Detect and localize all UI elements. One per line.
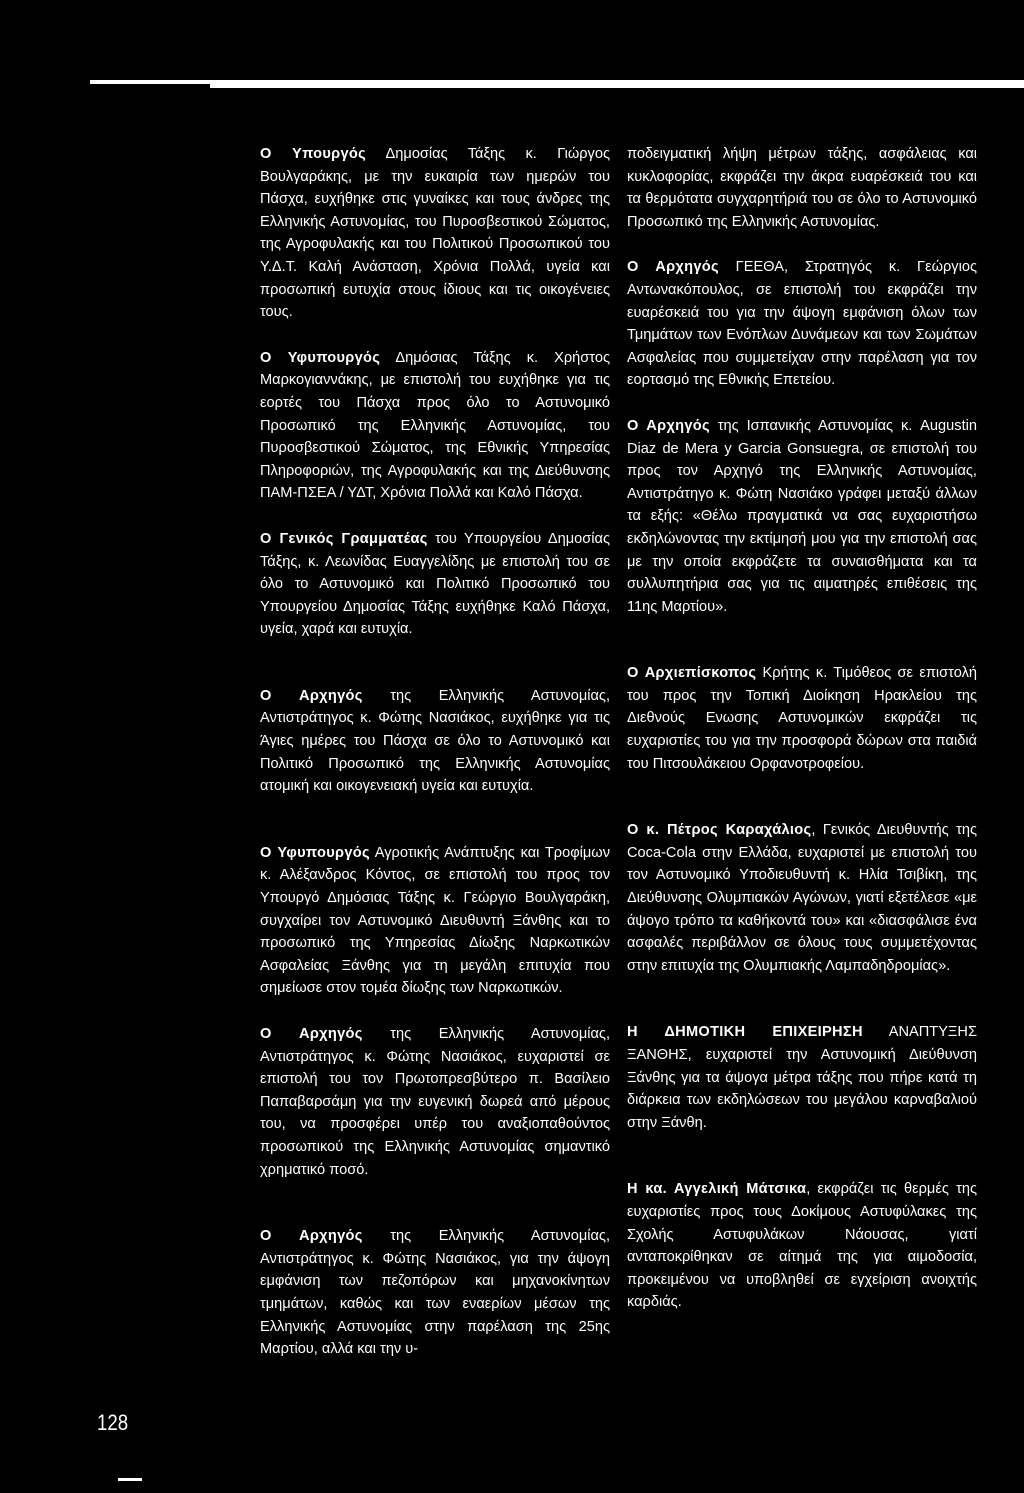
- left-paragraph-3: [260, 528, 610, 641]
- paragraph-text: Αγροτικής Ανάπτυξης και Τροφίμων κ. Αλέξανδρος Κόντος, σε επιστολή του προς τον Υπουργό Δημόσιας Τάξης κ. Γεώργιο Βουλγαράκη, συγχαίρει τον Αστυνομικό Διευθυντή Ξάνθης και το προσωπικό της Υπηρεσίας Δίωξης Ναρκωτικών Ασφαλείας Ξάνθης για τη μεγάλη επιτυχία που σημείωσε στον τομέα δίωξης των Ναρκωτικών.: [260, 844, 610, 997]
- right-paragraph-1: [627, 143, 977, 233]
- header-rule-notch: [90, 84, 210, 88]
- right-paragraph-6: [627, 1021, 977, 1134]
- right-paragraph-4: [627, 662, 977, 775]
- header-rule: [90, 80, 1024, 88]
- paragraph-lead: Ο Γενικός Γραμματέας: [260, 530, 428, 547]
- paragraph-text: του Υπουργείου Δημοσίας Τάξης, κ. Λεωνίδας Ευαγγελίδης με επιστολή του σε όλο το Αστυνομικό και Πολιτικό Προσωπικό του Υπουργείου Δημοσίας Τάξης ευχήθηκε Καλό Πάσχα, υγεία, χαρά και ευτυχία.: [260, 530, 611, 638]
- paragraph-lead: Ο Αρχηγός: [260, 1228, 363, 1245]
- paragraph-text: ΓΕΕΘΑ, Στρατηγός κ. Γεώργιος Αντωνακόπουλος, σε επιστολή του εκφράζει την ευαρέσκειά του για την άψογη εμφάνιση όλων των Τμημάτων των Ενόπλων Δυνάμεων και των Σωμάτων Ασφαλείας που συμμετείχαν στην παρέλαση για τον εορτασμό της Εθνικής Επετείου.: [627, 259, 977, 389]
- paragraph-text: της Ελληνικής Αστυνομίας, Αντιστράτηγος κ. Φώτης Νασιάκος, για την άψογη εμφάνιση των πεζοπόρων και μηχανοκίνητων τμημάτων, καθώς και των εναερίων μέσων της Ελληνικής Αστυνομίας στην παρέλαση της 25ης Μαρτίου, αλλά και την υ-: [260, 1228, 610, 1358]
- left-paragraph-5: [260, 842, 610, 1000]
- paragraph-text: ΑΝΑΠΤΥΞΗΣ ΞΑΝΘΗΣ, ευχαριστεί την Αστυνομική Διεύθυνση Ξάνθης για τα άψογα μέτρα τάξης που πήρε κατά τη διάρκεια των εκδηλώσεων του μεγάλου καρναβαλιού στην Ξάνθη.: [627, 1024, 977, 1131]
- paragraph-lead: Ο Υφυπουργός: [260, 349, 381, 366]
- paragraph-lead: Η κα. Αγγελική Μάτσικα: [627, 1181, 807, 1198]
- paragraph-lead: Η ΔΗΜΟΤΙΚΗ ΕΠΙΧΕΙΡΗΣΗ: [627, 1024, 863, 1041]
- left-paragraph-6: [260, 1023, 610, 1181]
- right-paragraph-5: [627, 819, 977, 977]
- left-paragraph-4: [260, 685, 610, 798]
- left-column: [260, 143, 610, 1384]
- paragraph-text: , Γενικός Διευθυντής της Coca-Cola στην Ελλάδα, ευχαριστεί με επιστολή του τον Αστυνομικό Υποδιευθυντή κ. Ηλία Τσιβίκη, της Διεύθυνσης Ολυμπιακών Αγώνων, γιατί εξετέλεσε «με άψογο τρόπο τα καθήκοντά του» και «διασφάλισε ένα ασφαλές περιβάλλον σε όλους τους συμμετέχοντας στην επιτυχία της Ολυμπιακής Λαμπαδηδρομίας».: [627, 822, 978, 974]
- paragraph-lead: Ο Αρχηγός: [260, 687, 363, 704]
- page-number: 128: [97, 1410, 129, 1435]
- paragraph-text: ποδειγματική λήψη μέτρων τάξης, ασφάλειας και κυκλοφορίας, εκφράζει την άκρα ευαρέσκειά του και τα θερμότατα συγχαρητήριά του σε όλο το Αστυνομικό Προσωπικό της Ελληνικής Αστυνομίας.: [627, 146, 977, 230]
- paragraph-lead: Ο κ. Πέτρος Καραχάλιος: [627, 822, 812, 839]
- paragraph-text: , εκφράζει τις θερμές της ευχαριστίες προς τους Δοκίμους Αστυφύλακες της Σχολής Αστυφυλάκων Νάουσας, γιατί ανταποκρίθηκαν σε αίτημά της για αιμοδοσία, προκειμένου να υποβληθεί σε εγχείριση ανοιχτής καρδιάς.: [627, 1181, 978, 1311]
- right-paragraph-7: [627, 1178, 977, 1314]
- right-column: [627, 143, 977, 1337]
- right-paragraph-2: [627, 256, 977, 392]
- paragraph-text: Κρήτης κ. Τιμόθεος σε επιστολή του προς την Τοπική Διοίκηση Ηρακλείου της Διεθνούς Ενωσης Αστυνομικών εκφράζει τις ευχαριστίες του για την προσφορά δώρων στα παιδιά του Πιτσουλάκειου Ορφανοτροφείου.: [627, 665, 977, 772]
- paragraph-text: της Ελληνικής Αστυνομίας, Αντιστράτηγος κ. Φώτης Νασιάκος, ευχαριστεί σε επιστολή του τον Πρωτοπρεσβύτερο π. Βασίλειο Παπαβαρσάμη για την ευγενική δωρεά από μέρους του, να προσφέρει υπέρ του αναξιοπαθούντος προσωπικού της Ελληνικής Αστυνομίας σημαντικό χρηματικό ποσό.: [260, 1026, 610, 1178]
- paragraph-text: της Ισπανικής Αστυνομίας κ. Augustin Diaz de Mera y Garcia Gonsuegra, σε επιστολή του προς τον Αρχηγό της Ελληνικής Αστυνομίας, Αντιστράτηγο κ. Φώτη Νασιάκο γράφει μεταξύ άλλων τα εξής: «Θέλω πραγματικά να σας ευχαριστήσω εκδηλώνοντας την εκτίμησή μου για την επιστολή σας με την οποία εκφράζετε τα συναισθήματα και τα συλλυπητήρια σας για τις αιματηρές επιθέσεις της 11ης Μαρτίου».: [627, 417, 977, 615]
- left-paragraph-1: [260, 143, 610, 324]
- paragraph-lead: Ο Υπουργός: [260, 146, 366, 162]
- left-paragraph-7: [260, 1225, 610, 1361]
- right-paragraph-3: [627, 415, 977, 618]
- paragraph-lead: Ο Αρχηγός: [260, 1026, 363, 1042]
- paragraph-lead: Ο Αρχιεπίσκοπος: [627, 665, 757, 682]
- paragraph-lead: Ο Αρχηγός: [627, 417, 710, 434]
- paragraph-text: Δημοσίας Τάξης κ. Γιώργος Βουλγαράκης, με την ευκαιρία των ημερών του Πάσχα, ευχήθηκε στις γυναίκες και τους άνδρες της Ελληνικής Αστυνομίας, του Πυροσβεστικού Σώματος, της Αγροφυλακής και του Πολιτικού Προσωπικού του Υ.Δ.Τ. Καλή Ανάσταση, Χρόνια Πολλά, υγεία και προσωπική ευτυχία στους ίδιους και τις οικογένειες τους.: [260, 146, 610, 321]
- paragraph-lead: Ο Υφυπουργός: [260, 844, 370, 861]
- left-paragraph-2: [260, 347, 610, 505]
- paragraph-text: Δημόσιας Τάξης κ. Χρήστος Μαρκογιαννάκης, με επιστολή του ευχήθηκε για τις εορτές του Πάσχα προς όλο το Αστυνομικό Προσωπικό της Ελληνικής Αστυνομίας, του Πυροσβεστικού Σώματος, της Εθνικής Υπηρεσίας Πληροφοριών, της Αγροφυλακής και της Διεύθυνσης ΠΑΜ-ΠΣΕΑ / ΥΔΤ, Χρόνια Πολλά και Καλό Πάσχα.: [260, 349, 610, 502]
- paragraph-text: της Ελληνικής Αστυνομίας, Αντιστράτηγος κ. Φώτης Νασιάκος, ευχήθηκε για τις Άγιες ημέρες του Πάσχα σε όλο το Αστυνομικό και Πολιτικό Προσωπικό της Ελληνικής Αστυνομίας ατομική και οικογενειακή υγεία και ευτυχία.: [260, 687, 610, 795]
- paragraph-lead: Ο Αρχηγός: [627, 259, 719, 276]
- corner-mark: [118, 1478, 142, 1481]
